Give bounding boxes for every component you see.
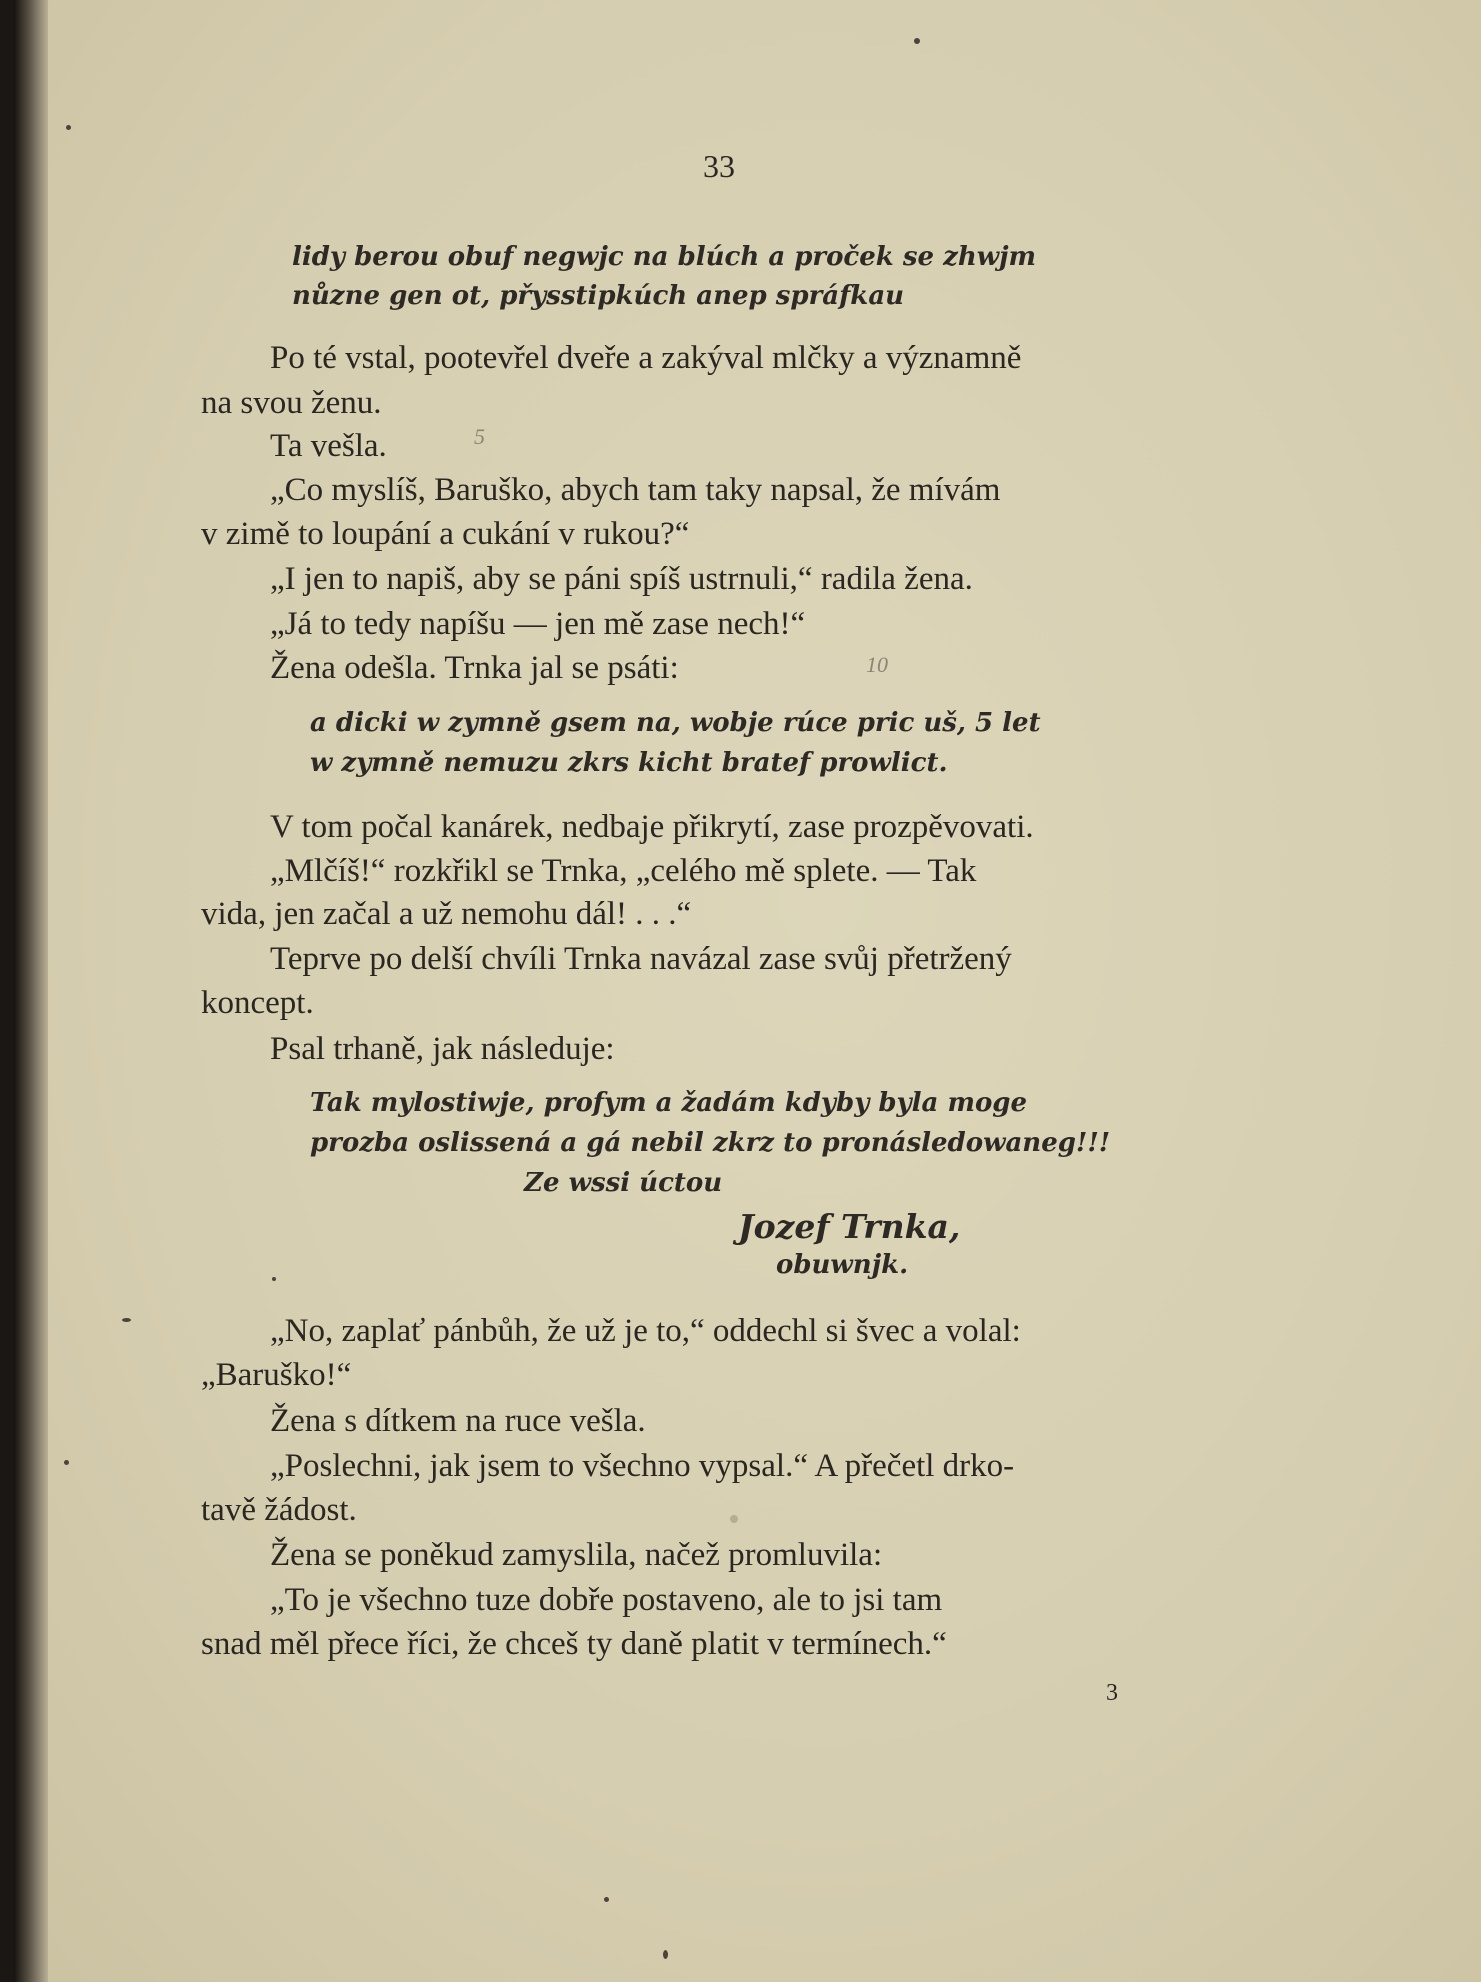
fraktur-line: Ze wssi úctou bbox=[524, 1168, 723, 1198]
fraktur-signature: Jozef Trnka, bbox=[738, 1207, 961, 1246]
paper-speck bbox=[730, 1515, 738, 1523]
paragraph-line: V tom počal kanárek, nedbaje přikrytí, zase prozpěvovati. bbox=[270, 809, 1034, 845]
paragraph-line: snad měl přece říci, že chceš ty daně platit v termínech.“ bbox=[201, 1626, 947, 1662]
paper-speck bbox=[66, 125, 71, 130]
paragraph-line: „No, zaplať pánbůh, že už je to,“ oddechl si švec a volal: bbox=[270, 1313, 1021, 1349]
paragraph-line: koncept. bbox=[201, 985, 314, 1021]
paragraph-line: Ta vešla. bbox=[270, 428, 387, 464]
paragraph-line: Žena se poněkud zamyslila, načež promluvila: bbox=[270, 1537, 883, 1573]
fraktur-line: Tak mylostiwje, profym a žadám kdyby byla moge bbox=[310, 1088, 1028, 1118]
paragraph-line: „Poslechni, jak jsem to všechno vypsal.“ A přečetl drko- bbox=[270, 1448, 1015, 1484]
paragraph-line: Teprve po delší chvíli Trnka navázal zase svůj přetržený bbox=[270, 941, 1012, 977]
fraktur-line: lidy berou obuf negwjc na blúch a proček se zhwjm bbox=[292, 242, 1037, 272]
fraktur-line: w zymně nemuzu zkrs kicht bratef prowlict. bbox=[310, 748, 948, 778]
paragraph-line: Žena s dítkem na ruce vešla. bbox=[270, 1403, 646, 1439]
paragraph-line: vida, jen začal a už nemohu dál! . . .“ bbox=[201, 896, 692, 932]
paragraph-line: Žena odešla. Trnka jal se psáti: bbox=[270, 650, 679, 686]
paragraph-line: „To je všechno tuze dobře postaveno, ale to jsi tam bbox=[270, 1582, 943, 1618]
paper-speck bbox=[604, 1897, 609, 1902]
paragraph-line: v zimě to loupání a cukání v rukou?“ bbox=[201, 516, 690, 552]
pencil-mark: 5 bbox=[474, 424, 485, 449]
fraktur-line: a dicki w zymně gsem na, wobje rúce pric uš, 5 let bbox=[310, 708, 1041, 738]
paragraph-line: „Já to tedy napíšu — jen mě zase nech!“ bbox=[270, 606, 806, 642]
paragraph-line: tavě žádost. bbox=[201, 1492, 357, 1528]
fraktur-line: nůzne gen ot, přysstipkúch anep spráfkau bbox=[292, 281, 905, 311]
paragraph-line: „Baruško!“ bbox=[201, 1357, 352, 1393]
paper-speck bbox=[272, 1277, 276, 1281]
paragraph-line: Psal trhaně, jak následuje: bbox=[270, 1031, 615, 1067]
fraktur-line: prozba oslisseпá a gá nebil zkrz to pronásledowaneg!!! bbox=[310, 1128, 1111, 1158]
book-gutter bbox=[14, 0, 48, 1982]
paper-speck bbox=[663, 1950, 668, 1959]
paper-speck bbox=[122, 1318, 131, 1322]
paper-speck bbox=[914, 38, 920, 44]
book-page bbox=[14, 0, 1481, 1982]
paragraph-line: Po té vstal, pootevřel dveře a zakýval mlčky a významně bbox=[270, 340, 1022, 376]
paragraph-line: na svou ženu. bbox=[201, 385, 382, 421]
page-number: 33 bbox=[703, 148, 735, 184]
paper-speck bbox=[64, 1460, 69, 1465]
fraktur-signature-title: obuwnjk. bbox=[776, 1250, 909, 1280]
paragraph-line: „I jen to napiš, aby se páni spíš ustrnuli,“ radila žena. bbox=[270, 561, 973, 597]
pencil-mark: 10 bbox=[866, 652, 888, 677]
paragraph-line: „Mlčíš!“ rozkřikl se Trnka, „celého mě splete. — Tak bbox=[270, 853, 977, 889]
paragraph-line: „Co myslíš, Baruško, abych tam taky napsal, že mívám bbox=[270, 472, 1001, 508]
signature-mark: 3 bbox=[1106, 1680, 1118, 1706]
